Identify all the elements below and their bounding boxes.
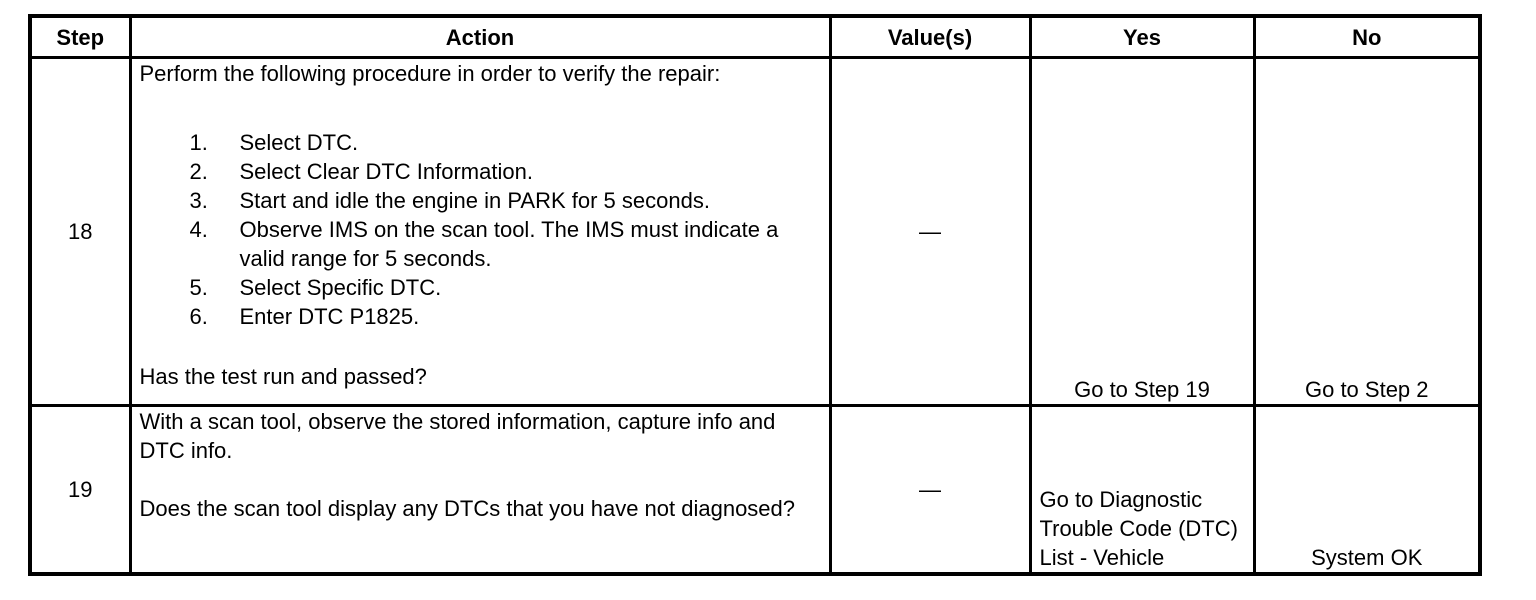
header-row xyxy=(30,16,1480,58)
procedure-step: 2. Select Clear DTC Information. xyxy=(189,159,533,184)
step-number: 19 xyxy=(30,406,130,574)
header-values: Value(s) xyxy=(830,16,1030,58)
header-action: Action xyxy=(130,16,830,58)
table-row xyxy=(30,58,1480,406)
header-yes: Yes xyxy=(1030,16,1254,58)
yes-cell: Go to Step 19 xyxy=(1030,58,1254,406)
diagnostic-table xyxy=(28,14,1482,576)
no-cell: System OK xyxy=(1254,406,1480,574)
procedure-step: 5. Select Specific DTC. xyxy=(189,275,442,300)
procedure-step: 1. Select DTC. xyxy=(189,130,359,155)
procedure-step: 4. Observe IMS on the scan tool. The IMS must indicate a valid range for 5 seconds. xyxy=(189,217,779,271)
header-step: Step xyxy=(30,16,130,58)
action-question: Does the scan tool display any DTCs that you have not diagnosed? xyxy=(139,496,796,522)
yes-cell: Go to Diagnostic Trouble Code (DTC) List - Vehicle xyxy=(1030,406,1254,574)
step-number: 18 xyxy=(30,58,130,406)
header-no: No xyxy=(1254,16,1480,58)
procedure-list xyxy=(140,128,821,331)
action-intro: Perform the following procedure in order to verify the repair: xyxy=(139,61,721,86)
value-cell: — xyxy=(830,406,1030,574)
action-question: Has the test run and passed? xyxy=(139,364,427,389)
action-intro: With a scan tool, observe the stored information, capture info and DTC info. xyxy=(139,409,776,464)
action-cell xyxy=(130,406,830,574)
table-row xyxy=(30,406,1480,574)
no-cell: Go to Step 2 xyxy=(1254,58,1480,406)
value-cell: — xyxy=(830,58,1030,406)
procedure-step: 6. Enter DTC P1825. xyxy=(189,304,420,329)
action-cell xyxy=(130,58,830,406)
procedure-step: 3. Start and idle the engine in PARK for 5 seconds. xyxy=(189,188,710,213)
